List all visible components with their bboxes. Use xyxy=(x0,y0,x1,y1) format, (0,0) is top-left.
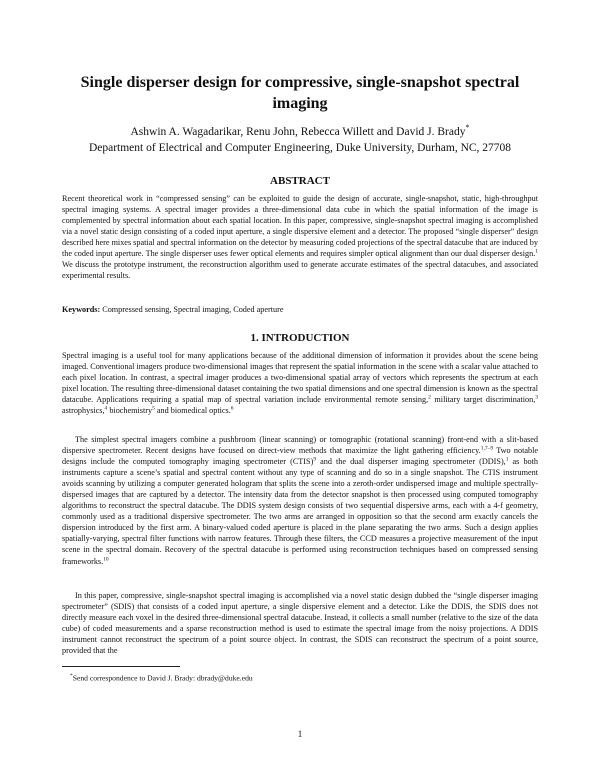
footnote-text: Send correspondence to David J. Brady: dbrady@duke.edu xyxy=(72,673,253,683)
affiliation: Department of Electrical and Computer Engineering, Duke University, Durham, NC, 27708 xyxy=(88,142,512,154)
citation: 1 xyxy=(505,456,509,463)
citation: 3 xyxy=(535,394,538,401)
abstract-heading: ABSTRACT xyxy=(270,175,330,187)
intro-paragraph-3: In this paper, compressive, single-snapshot spectral imaging is accomplished via a novel static design dubbed the “single disperser imaging spectrometer” (SDIS) that consists of a coded input aperture, a single dispersive element and a detector. Like the DDIS, the SDIS does not directly measure each voxel in the desired three-dimensional spectral datacube. Instead, it collects a small number (relative to the size of the data cube) of coded measurements and a sparse reconstruction method is used to estimate the spectral image from the noisy projections. A DDIS instrument cannot reconstruct the spectrum of a point source object. In contrast, the SDIS can reconstruct the spectrum of a point source, provided that the xyxy=(62,591,538,656)
keywords-list: Compressed sensing, Spectral imaging, Coded aperture xyxy=(100,305,284,314)
page-number: 1 xyxy=(297,729,303,739)
citation: 1 xyxy=(535,248,538,255)
citation: 1,7–9 xyxy=(480,445,494,452)
footnote-divider xyxy=(62,666,180,667)
citation: 4 xyxy=(104,405,108,412)
paper-title: Single disperser design for compressive, single-snapshot spectral imaging xyxy=(80,74,520,112)
citation: 2 xyxy=(428,394,431,401)
footnote-mark: * xyxy=(70,673,73,679)
footnote xyxy=(70,671,253,684)
keywords xyxy=(62,304,538,315)
author-list xyxy=(60,121,540,139)
intro-paragraph-2: The simplest spectral imagers combine a pushbroom (linear scanning) or tomographic (rotational scanning) front-end with a slit-based dispersive spectrometer. Recent designs have focused on direct-view methods that maximize the light gathering efficiency.$^{1,7-9}$ Two notable designs include the computed tomography imaging spectrometer (CTIS)$^9$ and the dual disperser imaging spectrometer (DDIS),$^1$ as both instruments capture a scene’s spatial and spectral content without any type of scanning and do so in a single snapshot. The CTIS instrument avoids scanning by utilizing a computer generated hologram that splits the scene into a zeroth-order undispersed image and multiple spectrally-dispersed images that are captured by a detector. The intensity data from the detector snapshot is then processed using computed tomography algorithms to reconstruct the spectral datacube. The DDIS system design consists of two sequential dispersive arms, each with a 4-f geometry, commonly used as a traditional dispersive spectrometer. The two arms are arranged in opposition so that the second arm exactly cancels the dispersion introduced by the first arm. A binary-valued coded aperture is placed in the plane separating the two arms. Such a design applies spatially-varying, spectral filter functions with narrow features. Through these filters, the CCD measures a projective measurement of the input scene in the spectral domain. Recovery of the spectral datacube is performed using reconstruction techniques based on compressed sensing frameworks.$^{10}$ xyxy=(62,435,538,566)
author-names: Ashwin A. Wagadarikar, Renu John, Rebecca Willett and David J. Brady xyxy=(130,125,466,138)
citation: 9 xyxy=(313,456,317,463)
section-heading-introduction: 1. INTRODUCTION xyxy=(250,332,350,344)
citation: 6 xyxy=(230,405,234,412)
correspondence-mark: * xyxy=(465,123,470,132)
intro-paragraph-1: Spectral imaging is a useful tool for many applications because of the additional dimension of information it provides about the scene being imaged. Conventional imagers produce two-dimensional images that represent the spatial information in the scene with a scalar value attached to each pixel location. In contrast, a spectral imager produces a two-dimensional spatial array of vectors which represents the spectrum at each pixel location. The resulting three-dimensional dataset containing the two spatial dimensions and one spectral dimension is known as the spectral datacube. Applications requiring a spatial map of spectral variation include environmental remote sensing,$^2$ military target discrimination,$^3$ astrophysics,$^4$ biochemistry$^5$ and biomedical optics.$^6$ xyxy=(62,351,538,416)
citation: 5 xyxy=(152,405,155,412)
keywords-label: Keywords: xyxy=(62,305,101,314)
citation: 10 xyxy=(103,555,109,562)
abstract-text: Recent theoretical work in “compressed sensing” can be exploited to guide the design of accurate, single-snapshot, static, high-throughput spectral imaging systems. A spectral imager provides a three-dimensional data cube in which the spatial information of the image is complemented by spectral information about each spatial location. In this paper, compressive, single-snapshot spectral imaging is accomplished via a novel static design consisting of a coded input aperture, a single dispersive element and a detector. The proposed “single disperser” design described here mixes spatial and spectral information on the detector by measuring coded projections of the spectral datacube that are induced by the coded input aperture. The single disperser uses fewer optical elements and requires simpler optical alignment than our dual disperser design.$^1$ We discuss the prototype instrument, the reconstruction algorithm used to generate accurate estimates of the spectral datacubes, and associated experimental results. xyxy=(62,194,538,281)
